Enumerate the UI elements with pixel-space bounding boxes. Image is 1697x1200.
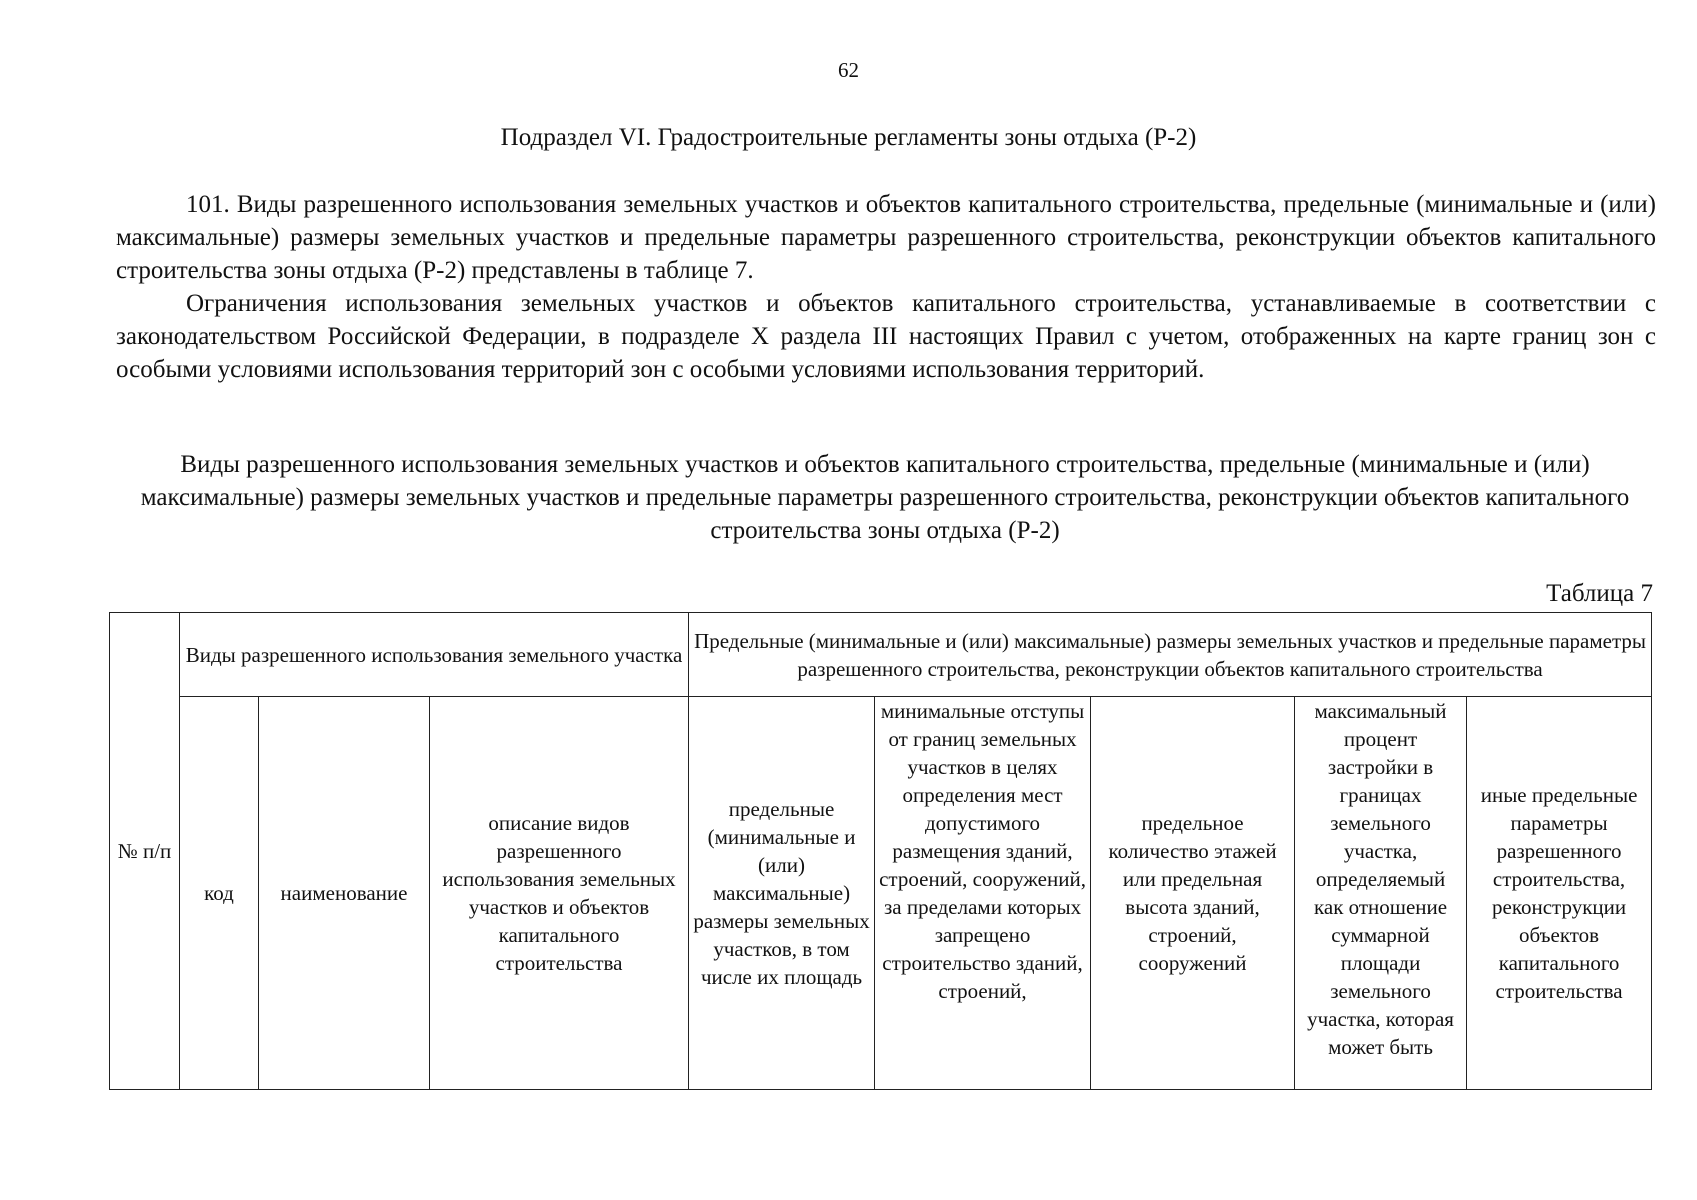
subsection-title: Подраздел VI. Градостроительные регламенты зоны отдыха (Р-2): [500, 124, 1197, 151]
header-number: № п/п: [110, 613, 180, 1090]
intro-paragraph: Ограничения использования земельных участков и объектов капитального строительства, устанавливаемые в соответствии с законодательством Российской Федерации, в подразделе X раздела III настоящих Правил с учетом, отображенных на карте границ зон с особыми условиями использования территорий зон с особыми условиями использования территорий.: [116, 290, 1656, 383]
regulations-table: [109, 612, 1652, 1090]
intro-paragraph: 101. Виды разрешенного использования земельных участков и объектов капитального строительства, предельные (минимальные и (или) максимальные) размеры земельных участков и предельные параметры разрешенного строительства, реконструкции объектов капитального строительства зоны отдыха (Р-2) представлены в таблице 7.: [116, 191, 1656, 284]
header-description: описание видов разрешенного использования земельных участков и объектов капитального строительства: [430, 697, 689, 1090]
header-code: код: [180, 697, 259, 1090]
header-plot-size: предельные (минимальные и (или) максимальные) размеры земельных участков, в том числе их площадь: [689, 697, 875, 1090]
header-limits: Предельные (минимальные и (или) максимальные) размеры земельных участков и предельные параметры разрешенного строительства, реконструкции объектов капитального строительства: [689, 613, 1652, 697]
table-heading: Виды разрешенного использования земельных участков и объектов капитального строительства, предельные (минимальные и (или) максимальные) размеры земельных участков и предельные параметры разрешенного строительства, реконструкции объектов капитального строительства зоны отдыха (Р-2): [140, 451, 1630, 544]
header-use-types: Виды разрешенного использования земельного участка: [180, 613, 689, 697]
header-setbacks: минимальные отступы от границ земельных участков в целях определения мест допустимого размещения зданий, строений, сооружений, за пределами которых запрещено строительство зданий, строений,: [875, 697, 1091, 1090]
header-other-params: иные предельные параметры разрешенного строительства, реконструкции объектов капитального строительства: [1467, 697, 1652, 1090]
table-subheader-row: [110, 697, 1652, 1090]
table-caption: Таблица 7: [1546, 580, 1653, 607]
intro-text: [116, 188, 1656, 386]
header-name: наименование: [259, 697, 430, 1090]
page-number: 62: [838, 58, 859, 82]
header-coverage: максимальный процент застройки в границах земельного участка, определяемый как отношение суммарной площади земельного участка, которая может быть: [1295, 697, 1467, 1090]
table-header-row: [110, 613, 1652, 697]
header-floors: предельное количество этажей или предельная высота зданий, строений, сооружений: [1091, 697, 1295, 1090]
